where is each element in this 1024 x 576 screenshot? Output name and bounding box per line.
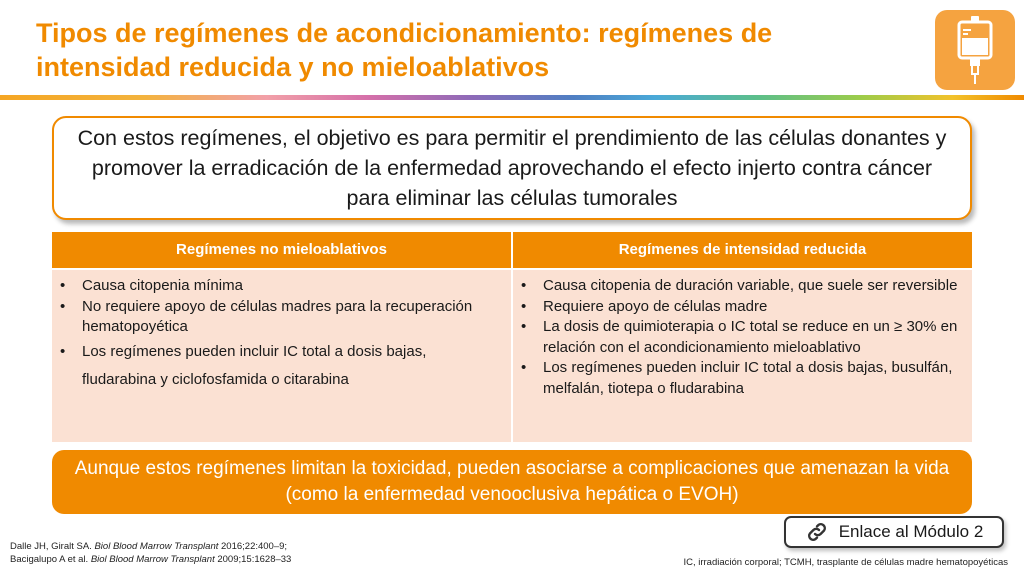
page-title: Tipos de regímenes de acondicionamiento: regímenes de intensidad reducida y no mieloablativos — [36, 18, 773, 82]
link-label[interactable]: Enlace al Módulo 2 — [838, 522, 984, 541]
abbreviations-footnote: IC, irradiación corporal; TCMH, trasplante de células madre hematopoyéticas — [683, 557, 1008, 568]
banner-text: Aunque estos regímenes limitan la toxicidad, pueden asociarse a complicaciones que amenazan la vida (como la enfermedad venooclusiva hepática o EVOH) — [74, 458, 950, 505]
intensidad-reducida-list — [521, 276, 961, 399]
intro-box — [52, 116, 972, 220]
module-2-link-button[interactable] — [784, 516, 1004, 548]
list-item: • Los regímenes pueden incluir IC total a dosis bajas, busulfán, melfalán, tiotepa o fludarabina — [521, 358, 961, 399]
reference-citation: 2016;22:400–9; — [218, 541, 288, 552]
reference-authors: Bacigalupo A et al. — [10, 554, 91, 565]
list-item: • Los regímenes pueden incluir IC total a dosis bajas, fludarabina y ciclofosfamida o citarabina — [60, 338, 500, 394]
list-item: • No requiere apoyo de células madres para la recuperación hematopoyética — [60, 297, 500, 338]
link-icon — [805, 520, 829, 544]
column-divider — [511, 268, 513, 442]
rainbow-divider — [0, 95, 1024, 100]
iv-bag-icon — [935, 10, 1015, 90]
list-item: • Requiere apoyo de células madre — [521, 297, 961, 318]
reference-citation: 2009;15:1628–33 — [214, 554, 292, 565]
header-intensidad-reducida: Regímenes de intensidad reducida — [618, 241, 867, 258]
reference-journal: Biol Blood Marrow Transplant — [90, 554, 215, 565]
header-no-mieloablativos: Regímenes no mieloablativos — [176, 241, 387, 258]
list-item: • Causa citopenia de duración variable, que suele ser reversible — [521, 276, 961, 297]
column-divider — [511, 232, 513, 268]
reference-journal: Biol Blood Marrow Transplant — [94, 541, 219, 552]
intro-text: Con estos regímenes, el objetivo es para permitir el prendimiento de las células donantes y promover la erradicación de la enfermedad aprovechando el efecto injerto contra cáncer para eliminar las células tumorales — [77, 126, 947, 210]
references — [10, 540, 291, 566]
list-item: • La dosis de quimioterapia o IC total se reduce en un ≥ 30% en relación con el acondicionamiento mieloablativo — [521, 317, 961, 358]
reference-1 — [10, 540, 291, 553]
warning-banner — [52, 450, 972, 514]
comparison-table — [52, 232, 972, 442]
reference-2 — [10, 553, 291, 566]
no-mieloablativos-list — [60, 276, 500, 394]
reference-authors: Dalle JH, Giralt SA. — [10, 541, 95, 552]
list-item: • Causa citopenia mínima — [60, 276, 500, 297]
